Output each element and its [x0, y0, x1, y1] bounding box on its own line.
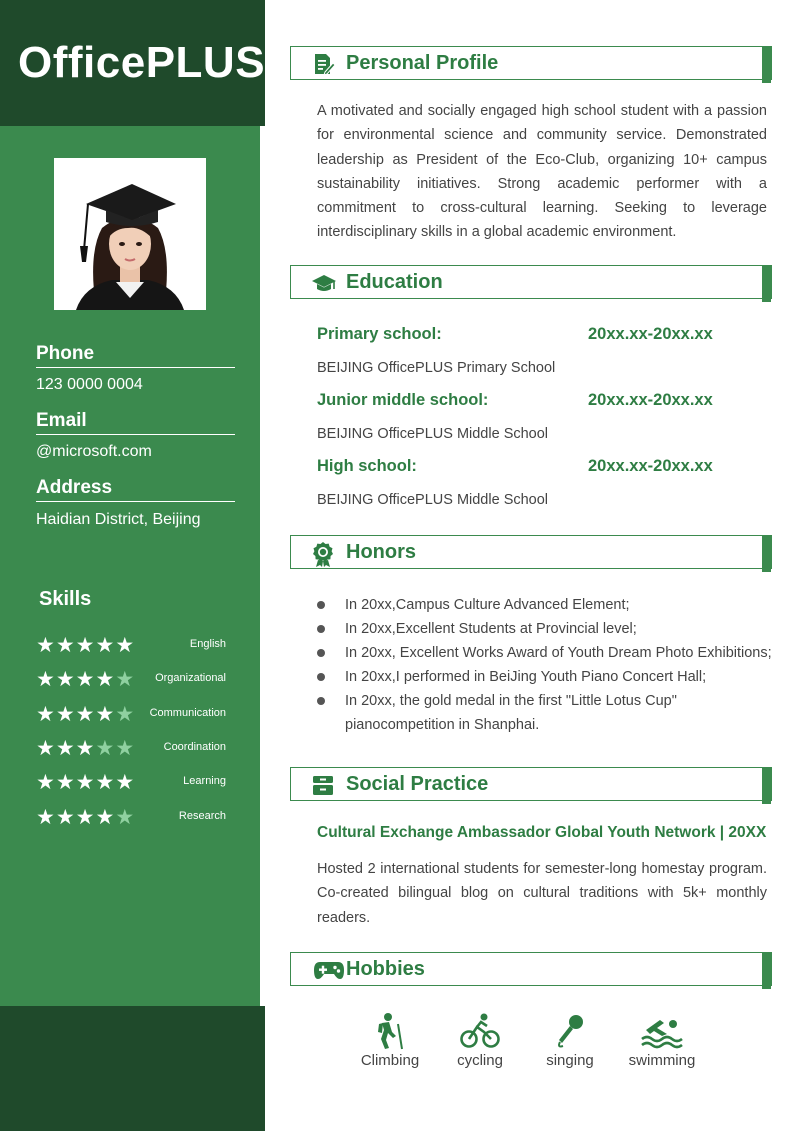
bullet-icon — [317, 697, 325, 705]
skill-name: Research — [178, 810, 226, 822]
star-filled-icon: ★ — [75, 736, 96, 760]
star-filled-icon: ★ — [36, 736, 56, 760]
hobby-item — [435, 1012, 525, 1069]
hobby-item — [345, 1012, 435, 1069]
skill-name: Learning — [183, 775, 226, 787]
section-header-hobbies — [290, 952, 772, 986]
star-filled-icon: ★ — [115, 770, 136, 794]
sidebar-divider — [260, 126, 265, 1006]
header-accent-bar — [762, 535, 771, 572]
education-school: BEIJING OfficePLUS Middle School — [317, 426, 549, 442]
education-school: BEIJING OfficePLUS Primary School — [317, 360, 556, 376]
star-filled-icon: ★ — [36, 667, 56, 691]
star-filled-icon: ★ — [75, 633, 96, 657]
left-footer-band — [0, 1006, 265, 1131]
hobby-item — [525, 1012, 615, 1069]
skill-stars — [36, 771, 135, 793]
star-filled-icon: ★ — [36, 633, 56, 657]
honor-text: In 20xx,Excellent Students at Provincial level; — [345, 621, 637, 637]
star-filled-icon: ★ — [55, 805, 76, 829]
skill-row — [36, 737, 226, 759]
document-edit-icon — [311, 52, 335, 76]
swimming-icon — [640, 1012, 684, 1050]
star-empty-icon: ★ — [115, 667, 136, 691]
honor-text: In 20xx,I performed in BeiJing Youth Piano Concert Hall; — [345, 669, 707, 685]
skill-row — [36, 703, 226, 725]
star-filled-icon: ★ — [95, 805, 116, 829]
skill-stars — [36, 703, 135, 725]
practice-role: Cultural Exchange Ambassador Global Youth Network | 20XX — [317, 824, 767, 841]
star-filled-icon: ★ — [75, 805, 96, 829]
bullet-icon — [317, 601, 325, 609]
section-title-practice: Social Practice — [346, 773, 489, 795]
award-ribbon-icon — [311, 541, 335, 565]
education-date: 20xx.xx-20xx.xx — [588, 391, 713, 409]
star-empty-icon: ★ — [115, 736, 136, 760]
brand-logo: OfficePLUS — [18, 38, 266, 87]
star-filled-icon: ★ — [55, 702, 76, 726]
skill-name: Organizational — [155, 672, 226, 684]
skill-row — [36, 806, 226, 828]
star-empty-icon: ★ — [95, 736, 116, 760]
hobby-label: singing — [546, 1052, 594, 1069]
star-filled-icon: ★ — [75, 702, 96, 726]
gamepad-icon — [313, 958, 345, 982]
skill-name: Communication — [149, 707, 226, 719]
section-title-honors: Honors — [346, 541, 416, 563]
header-accent-bar — [762, 767, 771, 804]
star-filled-icon: ★ — [95, 770, 116, 794]
honor-text: In 20xx, Excellent Works Award of Youth Dream Photo Exhibitions; — [345, 645, 772, 661]
star-filled-icon: ★ — [115, 633, 136, 657]
skill-stars — [36, 634, 135, 656]
skill-row — [36, 771, 226, 793]
star-empty-icon: ★ — [115, 702, 136, 726]
star-filled-icon: ★ — [55, 633, 76, 657]
bullet-icon — [317, 649, 325, 657]
header-accent-bar — [762, 952, 771, 989]
star-filled-icon: ★ — [55, 736, 76, 760]
star-filled-icon: ★ — [75, 770, 96, 794]
section-title-education: Education — [346, 271, 443, 293]
star-filled-icon: ★ — [55, 770, 76, 794]
skills-title: Skills — [39, 588, 92, 610]
skill-stars — [36, 668, 135, 690]
star-filled-icon: ★ — [75, 667, 96, 691]
star-filled-icon: ★ — [36, 702, 56, 726]
star-filled-icon: ★ — [36, 805, 56, 829]
skill-row — [36, 668, 226, 690]
section-header-honors — [290, 535, 772, 569]
header-accent-bar — [762, 46, 771, 83]
graduation-cap-icon — [311, 271, 335, 295]
honor-text: In 20xx, the gold medal in the first "Little Lotus Cup" pianocompetition in Shanphai. — [345, 693, 677, 734]
star-filled-icon: ★ — [36, 770, 56, 794]
section-header-practice — [290, 767, 772, 801]
skill-name: Coordination — [163, 741, 226, 753]
hobby-label: cycling — [457, 1052, 503, 1069]
section-title-hobbies: Hobbies — [346, 958, 425, 980]
hobby-label: swimming — [628, 1052, 696, 1069]
microphone-icon — [553, 1012, 587, 1050]
email-label: Email — [36, 410, 235, 435]
star-filled-icon: ★ — [55, 667, 76, 691]
phone-label: Phone — [36, 343, 235, 368]
skill-stars — [36, 806, 135, 828]
honor-text: In 20xx,Campus Culture Advanced Element; — [345, 597, 630, 613]
education-level: High school: — [317, 457, 417, 475]
skill-name: English — [189, 638, 226, 650]
skill-row — [36, 634, 226, 656]
education-date: 20xx.xx-20xx.xx — [588, 325, 713, 343]
hobby-label: Climbing — [360, 1052, 420, 1069]
address-label: Address — [36, 477, 235, 502]
cycling-icon — [460, 1012, 500, 1050]
bullet-icon — [317, 673, 325, 681]
education-school: BEIJING OfficePLUS Middle School — [317, 492, 549, 508]
section-header-education — [290, 265, 772, 299]
hiking-icon — [373, 1012, 407, 1050]
star-filled-icon: ★ — [95, 702, 116, 726]
education-level: Primary school: — [317, 325, 442, 343]
phone-value: 123 0000 0004 — [36, 376, 143, 393]
section-title-profile: Personal Profile — [346, 52, 499, 74]
bullet-icon — [317, 625, 325, 633]
profile-text: A motivated and socially engaged high school student with a passion for environmental science and community service. Demonstrated leadership as President of the Eco-Club, organizing 10+ campus sustainability initiatives. Strong academic performer with a commitment to cross-cultural learning. Seeking to leverage interdisciplinary skills in a global academic environment. — [317, 103, 767, 241]
star-filled-icon: ★ — [95, 633, 116, 657]
hobby-item — [617, 1012, 707, 1069]
profile-photo — [54, 158, 206, 310]
address-value: Haidian District, Beijing — [36, 511, 201, 528]
education-level: Junior middle school: — [317, 391, 489, 409]
section-header-profile — [290, 46, 772, 80]
skill-stars — [36, 737, 135, 759]
star-empty-icon: ★ — [115, 805, 136, 829]
briefcase-icon — [311, 773, 335, 797]
header-accent-bar — [762, 265, 771, 302]
email-value: @microsoft.com — [36, 443, 152, 460]
education-date: 20xx.xx-20xx.xx — [588, 457, 713, 475]
star-filled-icon: ★ — [95, 667, 116, 691]
practice-text: Hosted 2 international students for semester-long homestay program. Co-created bilingual blog on cultural traditions with 5k+ monthly readers. — [317, 861, 767, 926]
